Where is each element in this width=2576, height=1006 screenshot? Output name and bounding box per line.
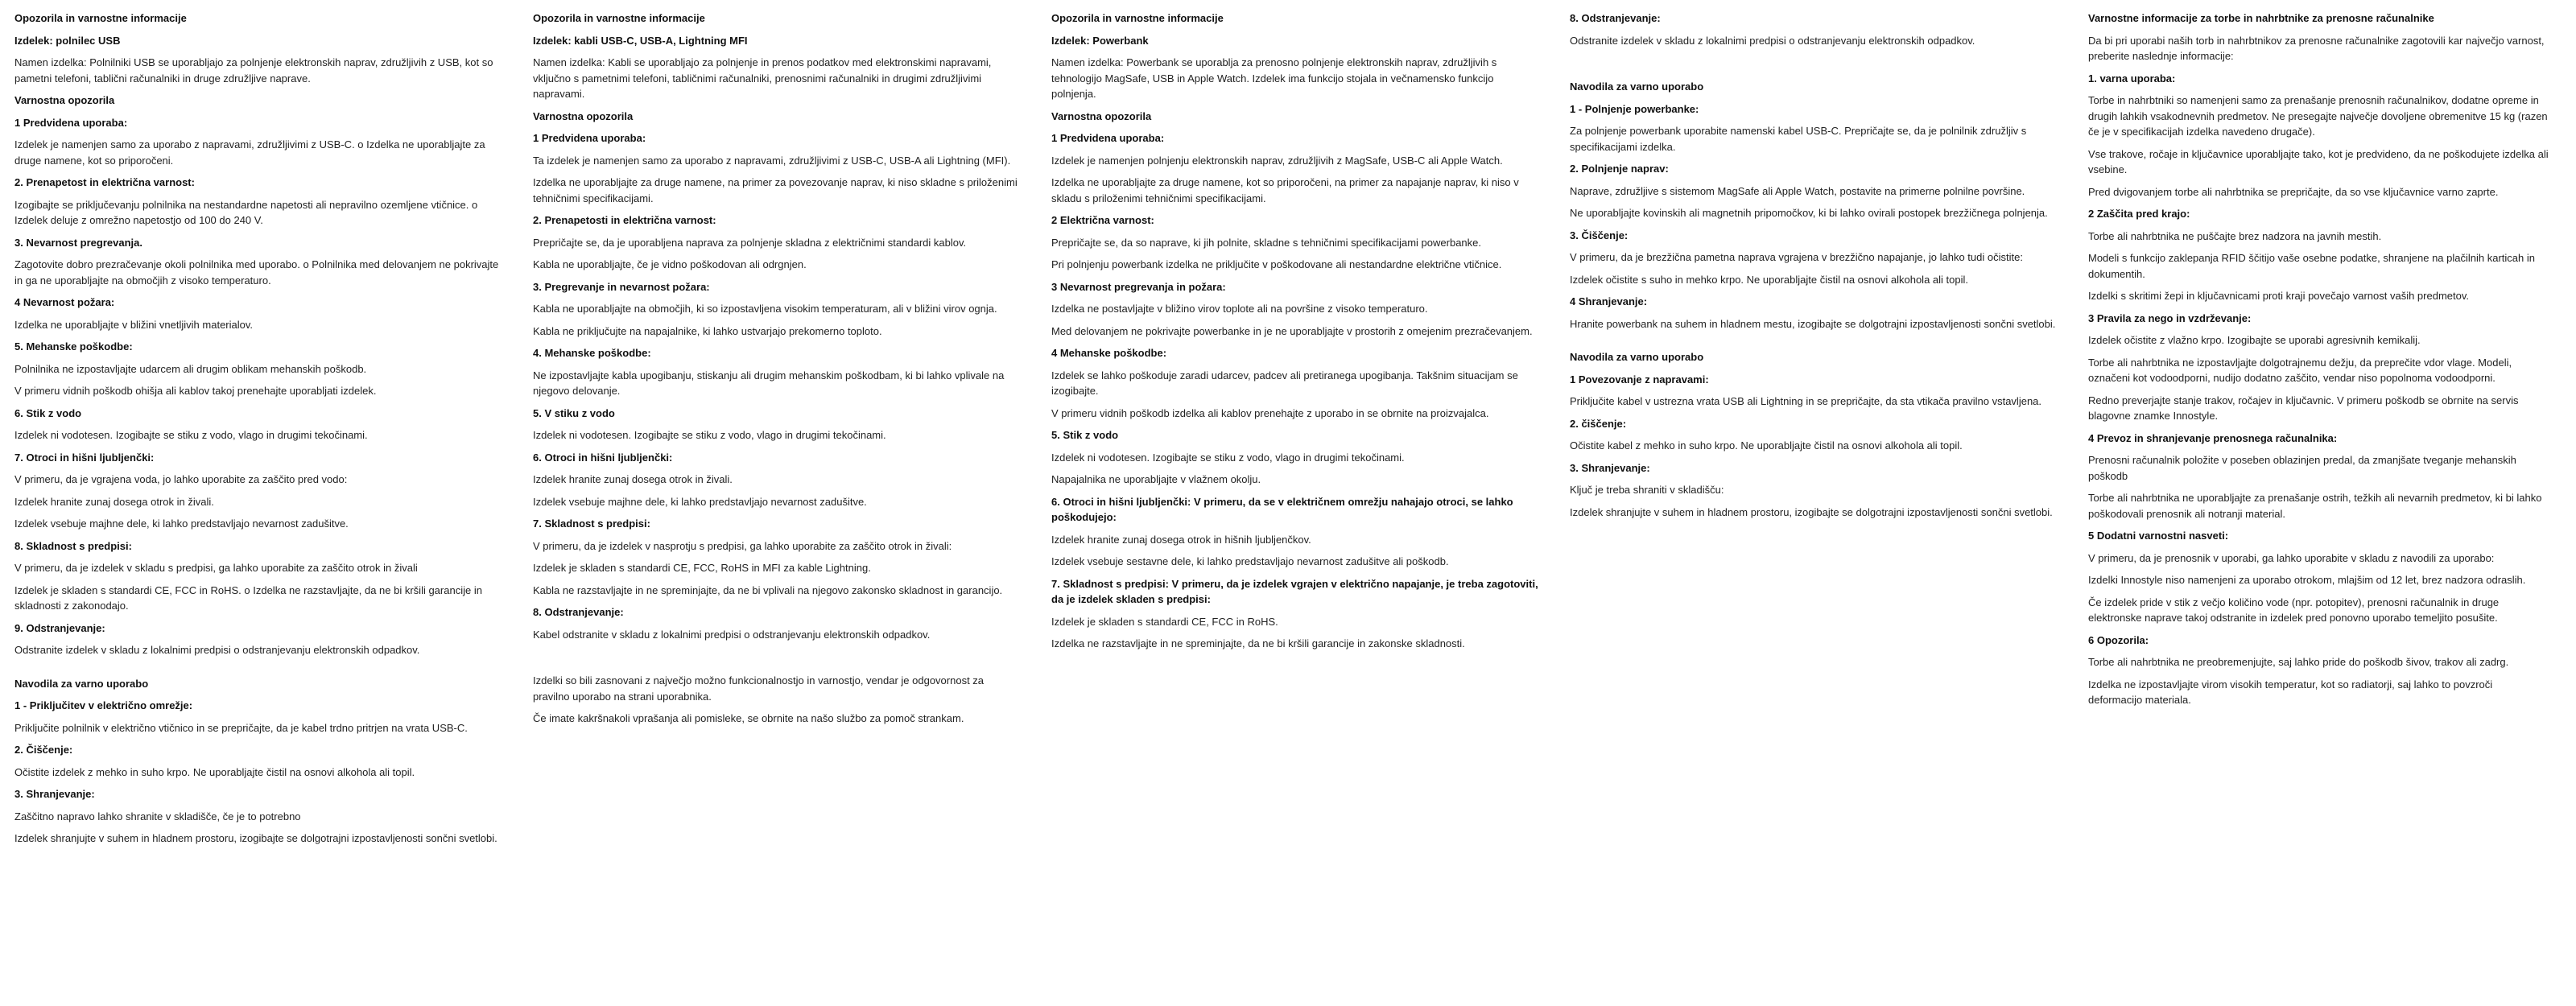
paragraph: Izogibajte se priključevanju polnilnika na nestandardne napetosti ali nepravilno ozemljene vtičnice. o Izdelek deluje z omrežno napetostjo od 100 do 240 V. — [14, 198, 478, 226]
paragraph: Izdelka ne postavljajte v bližino virov toplote ali na površine z visoko temperaturo. — [1051, 303, 1428, 315]
paragraph: Izdelek shranjujte v suhem in hladnem prostoru, izogibajte se dolgotrajni izpostavljenosti sončni svetlobi. — [1570, 505, 2053, 518]
section-heading: 4. Mehanske poškodbe: — [533, 347, 651, 359]
section-spacer — [1570, 55, 2059, 79]
section-heading: 2 Električna varnost: — [1051, 214, 1154, 226]
paragraph: V primeru, da je brezžična pametna naprava vgrajena v brezžično napajanje, jo lahko tudi očistite: — [1570, 251, 2023, 263]
paragraph: Torbe ali nahrbtnika ne puščajte brez nadzora na javnih mestih. — [2088, 229, 2382, 242]
section-heading: 8. Skladnost s predpisi: — [14, 539, 132, 552]
section-heading: 6. Otroci in hišni ljubljenčki: V primeru, da se v električnem omrežju nahajajo otroci, se lahko poškodujejo: — [1051, 495, 1513, 523]
section-heading: 3 Pravila za nego in vzdrževanje: — [2088, 311, 2252, 324]
section-heading: 3 Nevarnost pregrevanja in požara: — [1051, 280, 1226, 293]
paragraph: Ta izdelek je namenjen samo za uporabo z napravami, združljivimi z USB-C, USB-A ali Lightning (MFI). — [533, 154, 1011, 167]
section-heading: Varnostna opozorila — [533, 109, 634, 122]
paragraph: Izdelek vsebuje sestavne dele, ki lahko predstavljajo nevarnost zadušitve ali poškodb. — [1051, 555, 1449, 567]
paragraph: Kabla ne razstavljajte in ne spreminjajte, da ne bi vplivali na njegovo zakonsko skladnost in garancijo. — [533, 583, 1003, 596]
column-usb-charger-warnings — [14, 10, 504, 996]
section-heading: 1 Predvidena uporaba: — [14, 116, 128, 129]
paragraph: Izdelek očistite s suho in mehko krpo. Ne uporabljajte čistil na osnovi alkohola ali topil. — [1570, 273, 1968, 286]
section-heading: Izdelek: kabli USB-C, USB-A, Lightning MFI — [533, 34, 748, 47]
section-heading: 2. Čiščenje: — [14, 744, 73, 756]
paragraph: Namen izdelka: Powerbank se uporablja za prenosno polnjenje elektronskih naprav, združljivih s tehnologijo MagSafe, USB in Apple Watch. Izdelek ima funkcijo stojala in večnamensko funkcijo polnjenja. — [1051, 56, 1497, 100]
section-heading: 2. Prenapetost in električna varnost: — [14, 176, 195, 188]
paragraph: Priključite kabel v ustrezna vrata USB ali Lightning in se prepričajte, da sta vtikača pravilno vstavljena. — [1570, 395, 2042, 407]
section-heading: 3. Pregrevanje in nevarnost požara: — [533, 280, 710, 293]
paragraph: Izdelek hranite zunaj dosega otrok in živali. — [14, 495, 214, 508]
section-heading: 1 - Polnjenje powerbanke: — [1570, 102, 1699, 115]
paragraph: Izdelek je skladen s standardi CE, FCC in RoHS. — [1051, 615, 1278, 628]
paragraph: V primeru vidnih poškodb izdelka ali kablov prenehajte z uporabo in se obrnite na proizvajalca. — [1051, 406, 1489, 419]
section-heading: 5. V stiku z vodo — [533, 406, 615, 419]
section-heading: 9. Odstranjevanje: — [14, 621, 105, 634]
section-heading: Navodila za varno uporabo — [1570, 80, 1704, 93]
paragraph: Očistite kabel z mehko in suho krpo. Ne uporabljajte čistil na osnovi alkohola ali topil. — [1570, 439, 1963, 451]
section-heading: Izdelek: Powerbank — [1051, 34, 1149, 47]
section-heading: 1 Predvidena uporaba: — [533, 132, 646, 144]
paragraph: Prepričajte se, da so naprave, ki jih polnite, skladne s tehničnimi specifikacijami powerbanke. — [1051, 236, 1481, 249]
paragraph: Odstranite izdelek v skladu z lokalnimi predpisi o odstranjevanju elektronskih odpadkov. — [1570, 34, 1975, 47]
paragraph: Izdelek hranite zunaj dosega otrok in živali. — [533, 473, 733, 485]
paragraph: Očistite izdelek z mehko in suho krpo. Ne uporabljajte čistil na osnovi alkohola ali topil. — [14, 765, 415, 778]
paragraph: Izdelek vsebuje majhne dele, ki lahko predstavljajo nevarnost zadušitve. — [14, 517, 349, 530]
paragraph: Izdelki Innostyle niso namenjeni za uporabo otrokom, mlajšim od 12 let, brez nadzora odraslih. — [2088, 574, 2526, 586]
section-heading: Izdelek: polnilec USB — [14, 34, 121, 47]
paragraph: Modeli s funkcijo zaklepanja RFID ščitijo vaše osebne podatke, shranjene na plačilnih karticah in dokumentih. — [2088, 252, 2535, 280]
paragraph: Ne izpostavljajte kabla upogibanju, stiskanju ali drugim mehanskim poškodbam, ki bi lahko vplivale na njegovo delovanje. — [533, 369, 1005, 397]
section-heading: Navodila za varno uporabo — [14, 677, 149, 690]
paragraph: Izdelek ni vodotesen. Izogibajte se stiku z vodo, vlago in drugimi tekočinami. — [533, 429, 886, 441]
section-heading: 6 Opozorila: — [2088, 633, 2149, 646]
paragraph: Kabel odstranite v skladu z lokalnimi predpisi o odstranjevanju elektronskih odpadkov. — [533, 628, 931, 641]
paragraph: Zagotovite dobro prezračevanje okoli polnilnika med uporabo. o Polnilnika med delovanjem ne pokrivajte in ga ne uporabljajte na območjih z visoko temperaturo. — [14, 258, 499, 287]
paragraph: Kabla ne priključujte na napajalnike, ki lahko ustvarjajo prekomerno toploto. — [533, 324, 882, 337]
paragraph: Za polnjenje powerbank uporabite namenski kabel USB-C. Prepričajte se, da je polnilnik združljiv s specifikacijami izdelka. — [1570, 125, 2027, 153]
section-heading: 2. Prenapetosti in električna varnost: — [533, 214, 716, 226]
column-powerbank-usage-instructions — [1570, 10, 2059, 996]
section-heading: 5 Dodatni varnostni nasveti: — [2088, 530, 2229, 542]
paragraph: Izdelka ne razstavljajte in ne spreminjajte, da ne bi kršili garancije in zakonske skladnosti. — [1051, 637, 1465, 649]
section-heading: Navodila za varno uporabo — [1570, 351, 1704, 363]
section-heading: 2. Polnjenje naprav: — [1570, 163, 1669, 175]
paragraph: Zaščitno napravo lahko shranite v skladišče, če je to potrebno — [14, 810, 301, 823]
column-powerbank-warnings — [1051, 10, 1541, 996]
section-spacer — [14, 665, 504, 676]
paragraph: Izdelek je namenjen samo za uporabo z napravami, združljivimi z USB-C. o Izdelka ne uporabljajte za druge namene, kot so priporočeni. — [14, 138, 485, 167]
paragraph: Izdelka ne uporabljajte za druge namene, kot so priporočeni, na primer za napajanje naprav, ki niso v skladu s priloženimi tehničnimi specifikacijami. — [1051, 176, 1519, 204]
paragraph: Naprave, združljive s sistemom MagSafe ali Apple Watch, postavite na primerne polnilne površine. — [1570, 184, 2025, 197]
section-spacer — [533, 649, 1022, 673]
paragraph: V primeru, da je izdelek v skladu s predpisi, ga lahko uporabite za zaščito otrok in živali — [14, 562, 418, 574]
paragraph: Ne uporabljajte kovinskih ali magnetnih pripomočkov, ki bi lahko ovirali postopek brezžičnega polnjenja. — [1570, 207, 2048, 219]
column-cables-warnings — [533, 10, 1022, 996]
paragraph: Izdelka ne izpostavljajte virom visokih temperatur, kot so radiatorji, saj lahko to povzroči deformacijo materiala. — [2088, 678, 2493, 706]
paragraph: Izdelek ni vodotesen. Izogibajte se stiku z vodo, vlago in drugimi tekočinami. — [1051, 451, 1405, 464]
paragraph: V primeru, da je vgrajena voda, jo lahko uporabite za zaščito pred vodo: — [14, 473, 348, 485]
paragraph: Izdelek očistite z vlažno krpo. Izogibajte se uporabi agresivnih kemikalij. — [2088, 334, 2421, 346]
paragraph: Priključite polnilnik v električno vtičnico in se prepričajte, da je kabel trdno pritrjen na vrata USB-C. — [14, 721, 468, 734]
paragraph: Ključ je treba shraniti v skladišču: — [1570, 484, 1724, 496]
paragraph: Kabla ne uporabljajte, če je vidno poškodovan ali odrgnjen. — [533, 258, 807, 270]
paragraph: Torbe ali nahrbtnika ne izpostavljajte dolgotrajnemu dežju, da preprečite vdor vlage. Modeli, označeni kot vodoodporni, nudijo dodatno zaščito, vendar niso popolnoma vodoodporni. — [2088, 356, 2512, 384]
paragraph: Prepričajte se, da je uporabljena naprava za polnjenje skladna z električnimi standardi kablov. — [533, 236, 967, 249]
section-heading: 4 Shranjevanje: — [1570, 295, 1648, 307]
paragraph: Hranite powerbank na suhem in hladnem mestu, izogibajte se dolgotrajni izpostavljenosti sončni svetlobi. — [1570, 317, 2056, 330]
paragraph: Izdelek je namenjen polnjenju elektronskih naprav, združljivih z MagSafe, USB-C ali Apple Watch. — [1051, 154, 1503, 167]
paragraph: Polnilnika ne izpostavljajte udarcem ali drugim oblikam mehanskih poškodb. — [14, 362, 367, 375]
section-heading: 5. Mehanske poškodbe: — [14, 340, 133, 353]
paragraph: Prenosni računalnik položite v poseben oblazinjen predal, da zmanjšate tveganje mehanskih poškodb — [2088, 454, 2516, 482]
section-heading: 6. Otroci in hišni ljubljenčki: — [533, 451, 673, 464]
section-heading: 7. Skladnost s predpisi: V primeru, da je izdelek vgrajen v električno napajanje, je treba zagotoviti, da je izdelek skladen s predpisi: — [1051, 577, 1538, 605]
paragraph: Namen izdelka: Kabli se uporabljajo za polnjenje in prenos podatkov med elektronskimi napravami, vključno s pametnimi telefoni, tabličnimi računalniki, prenosnimi računalniki in drugimi združljivimi napravami. — [533, 56, 992, 100]
paragraph: Izdelek je skladen s standardi CE, FCC in RoHS. o Izdelka ne razstavljajte, da ne bi kršili garancije in skladnosti z zakonodajo. — [14, 583, 482, 612]
section-heading: Opozorila in varnostne informacije — [1051, 12, 1224, 24]
section-heading: 1 - Priključitev v električno omrežje: — [14, 699, 193, 711]
paragraph: Izdelek vsebuje majhne dele, ki lahko predstavljajo nevarnost zadušitve. — [533, 495, 867, 508]
section-heading: 7. Skladnost s predpisi: — [533, 517, 650, 530]
paragraph: Vse trakove, ročaje in ključavnice uporabljajte tako, kot je predvideno, da ne poškodujete izdelka ali vsebine. — [2088, 147, 2549, 175]
section-heading: 3. Shranjevanje: — [1570, 461, 1650, 474]
section-heading: Opozorila in varnostne informacije — [533, 12, 705, 24]
paragraph: Pri polnjenju powerbank izdelka ne priključite v poškodovane ali nestandardne električne vtičnice. — [1051, 258, 1502, 270]
section-heading: Varnostna opozorila — [1051, 109, 1152, 122]
section-heading: 4 Nevarnost požara: — [14, 296, 115, 308]
section-heading: 3. Nevarnost pregrevanja. — [14, 236, 142, 249]
paragraph: Redno preverjajte stanje trakov, ročajev in ključavnic. V primeru poškodb se obrnite na servis blagovne znamke Innostyle. — [2088, 394, 2519, 422]
paragraph: Kabla ne uporabljajte na območjih, ki so izpostavljena visokim temperaturam, ali v bližini virov ognja. — [533, 303, 997, 315]
section-heading: 2 Zaščita pred krajo: — [2088, 208, 2190, 220]
paragraph: V primeru, da je prenosnik v uporabi, ga lahko uporabite v skladu z navodili za uporabo: — [2088, 551, 2495, 564]
section-heading: 6. Stik z vodo — [14, 406, 82, 419]
paragraph: Če imate kakršnakoli vprašanja ali pomisleke, se obrnite na našo službo za pomoč strankam. — [533, 712, 964, 724]
paragraph: Med delovanjem ne pokrivajte powerbanke in je ne uporabljajte v prostorih z omejenim prezračevanjem. — [1051, 324, 1533, 337]
paragraph: Napajalnika ne uporabljajte v vlažnem okolju. — [1051, 473, 1261, 485]
paragraph: Namen izdelka: Polnilniki USB se uporabljajo za polnjenje elektronskih naprav, združljivih z USB, kot so pametni telefoni, tablični računalniki in druge združljive naprave. — [14, 56, 493, 85]
paragraph: Izdelek ni vodotesen. Izogibajte se stiku z vodo, vlago in drugimi tekočinami. — [14, 429, 368, 441]
paragraph: Torbe ali nahrbtnika ne uporabljajte za prenašanje ostrih, težkih ali nevarnih predmetov, ki bi lahko poškodovali prenosnik ali notranji material. — [2088, 492, 2542, 520]
paragraph: Izdelki so bili zasnovani z največjo možno funkcionalnostjo in varnostjo, vendar je odgovornost za pravilno uporabo na strani uporabnika. — [533, 674, 985, 703]
paragraph: Pred dvigovanjem torbe ali nahrbtnika se prepričajte, da so vse ključavnice varno zaprte. — [2088, 185, 2499, 198]
paragraph: Izdelki s skritimi žepi in ključavnicami proti kraji povečajo varnost vaših predmetov. — [2088, 290, 2469, 302]
paragraph: Izdelek shranjujte v suhem in hladnem prostoru, izogibajte se dolgotrajni izpostavljenosti sončni svetlobi. — [14, 832, 497, 844]
section-spacer — [1570, 338, 2059, 349]
section-heading: 1. varna uporaba: — [2088, 72, 2176, 85]
section-heading: 5. Stik z vodo — [1051, 429, 1119, 441]
paragraph: Izdelka ne uporabljajte za druge namene, na primer za povezovanje naprav, ki niso skladne s priloženimi tehničnimi specifikacijami. — [533, 176, 1018, 204]
paragraph: Torbe in nahrbtniki so namenjeni samo za prenašanje prenosnih računalnikov, dodatne opreme in drugih lahkih vsakodnevnih predmetov. Ne presegajte največje dovoljene obremenitve 15 kg (razen če je v specifikacijah izdelka navedeno drugače). — [2088, 94, 2548, 138]
paragraph: Da bi pri uporabi naših torb in nahrbtnikov za prenosne računalnike zagotovili kar največjo varnost, preberite naslednje informacije: — [2088, 34, 2545, 62]
paragraph: Izdelek je skladen s standardi CE, FCC, RoHS in MFI za kable Lightning. — [533, 562, 871, 574]
paragraph: V primeru vidnih poškodb ohišja ali kablov takoj prenehajte uporabljati izdelek. — [14, 385, 377, 397]
section-heading: 4 Prevoz in shranjevanje prenosnega računalnika: — [2088, 431, 2338, 444]
paragraph: Torbe ali nahrbtnika ne preobremenjujte, saj lahko pride do poškodb šivov, trakov ali zadrg. — [2088, 656, 2509, 668]
section-heading: 1 Predvidena uporaba: — [1051, 132, 1165, 144]
section-heading: 2. čiščenje: — [1570, 417, 1627, 430]
section-heading: Varnostne informacije za torbe in nahrbtnike za prenosne računalnike — [2088, 12, 2434, 24]
paragraph: Odstranite izdelek v skladu z lokalnimi predpisi o odstranjevanju elektronskih odpadkov. — [14, 644, 420, 656]
section-heading: 8. Odstranjevanje: — [1570, 12, 1661, 24]
section-heading: 3. Shranjevanje: — [14, 788, 95, 800]
section-heading: 7. Otroci in hišni ljubljenčki: — [14, 451, 155, 464]
column-laptop-bags-safety — [2088, 10, 2549, 996]
section-heading: 1 Povezovanje z napravami: — [1570, 373, 1709, 385]
section-heading: 4 Mehanske poškodbe: — [1051, 347, 1167, 359]
paragraph: V primeru, da je izdelek v nasprotju s predpisi, ga lahko uporabite za zaščito otrok in živali: — [533, 539, 952, 552]
section-heading: 3. Čiščenje: — [1570, 229, 1629, 241]
section-heading: 8. Odstranjevanje: — [533, 606, 624, 618]
paragraph: Izdelek hranite zunaj dosega otrok in hišnih ljubljenčkov. — [1051, 533, 1311, 546]
paragraph: Če izdelek pride v stik z večjo količino vode (npr. potopitev), prenosni računalnik in druge elektronske naprave takoj odstranite in izdelek pred ponovno uporabo temeljito posušite. — [2088, 596, 2500, 624]
paragraph: Izdelek se lahko poškoduje zaradi udarcev, padcev ali pretiranega upogibanja. Takšnim situacijam se izogibajte. — [1051, 369, 1518, 397]
section-heading: Varnostna opozorila — [14, 94, 115, 106]
section-heading: Opozorila in varnostne informacije — [14, 12, 187, 24]
paragraph: Izdelka ne uporabljajte v bližini vnetljivih materialov. — [14, 318, 254, 331]
